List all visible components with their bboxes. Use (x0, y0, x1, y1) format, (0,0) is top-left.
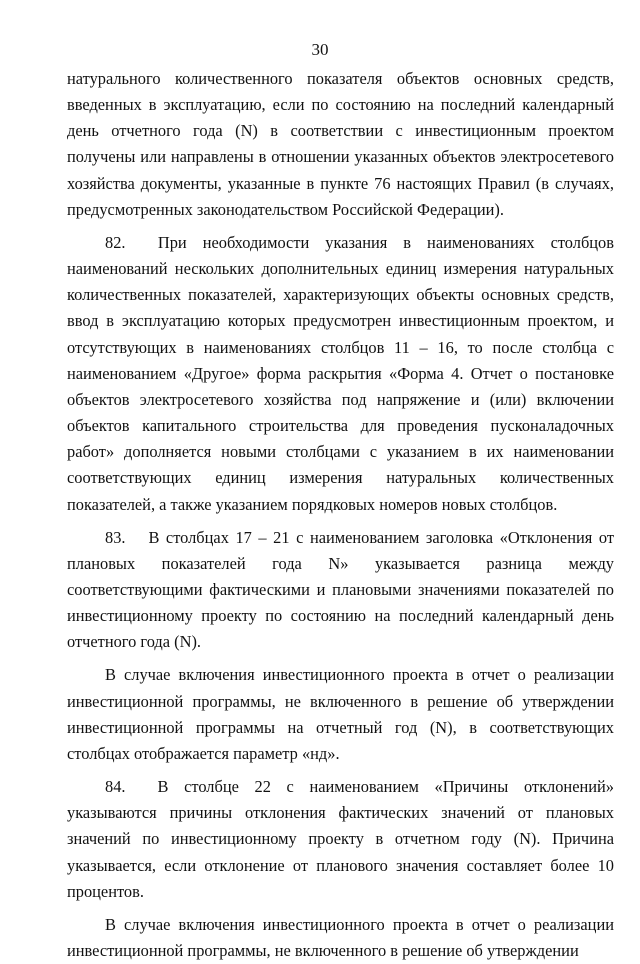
paragraph-continuation: натурального количественного показателя объектов основных средств, введенных в эксплуатацию, если по состоянию на последний календарный день отчетного года (N) в соответствии с инвестиционным проектом получены или направлены в отношении указанных объектов электросетевого хозяйства документы, указанные в пункте 76 настоящих Правил (в случаях, предусмотренных законодательством Российской Федерации). (67, 69, 614, 219)
paragraph-84-note: В случае включения инвестиционного проекта в отчет о реализации инвестиционной программы, не включенного в решение об утверждении (67, 914, 614, 960)
paragraph-83-note: В случае включения инвестиционного проекта в отчет о реализации инвестиционной программы, не включенного в решение об утверждении инвестиционной программы на отчетный год (N), в соответствующих столбцах отображается параметр «нд». (67, 665, 614, 763)
paragraph-84: 84. В столбце 22 с наименованием «Причины отклонений» указываются причины отклонения фактических значений от плановых значений по инвестиционному проекту в отчетном году (N). Причина указывается, если отклонение от планового значения составляет более 10 процентов. (67, 777, 614, 901)
document-body (67, 66, 614, 964)
page-number: 30 (311, 40, 329, 59)
paragraph-82: 82. При необходимости указания в наименованиях столбцов наименований нескольких дополнительных единиц измерения натуральных количественных показателей, характеризующих объекты основных средств, ввод в эксплуатацию которых предусмотрен инвестиционным проектом, и отсутствующих в наименованиях столбцов 11 – 16, то после столбца с наименованием «Другое» форма раскрытия «Форма 4. Отчет о постановке объектов электросетевого хозяйства под напряжение и (или) включении объектов капитального строительства для проведения пусконаладочных работ» дополняется новыми столбцами с указанием в их наименовании соответствующих единиц измерения натуральных количественных показателей, а также указанием порядковых номеров новых столбцов. (67, 232, 614, 514)
paragraph-83: 83. В столбцах 17 – 21 с наименованием заголовка «Отклонения от плановых показателей года N» указывается разница между соответствующими фактическими и плановыми значениями показателей по инвестиционному проекту по состоянию на последний календарный день отчетного года (N). (67, 527, 614, 652)
